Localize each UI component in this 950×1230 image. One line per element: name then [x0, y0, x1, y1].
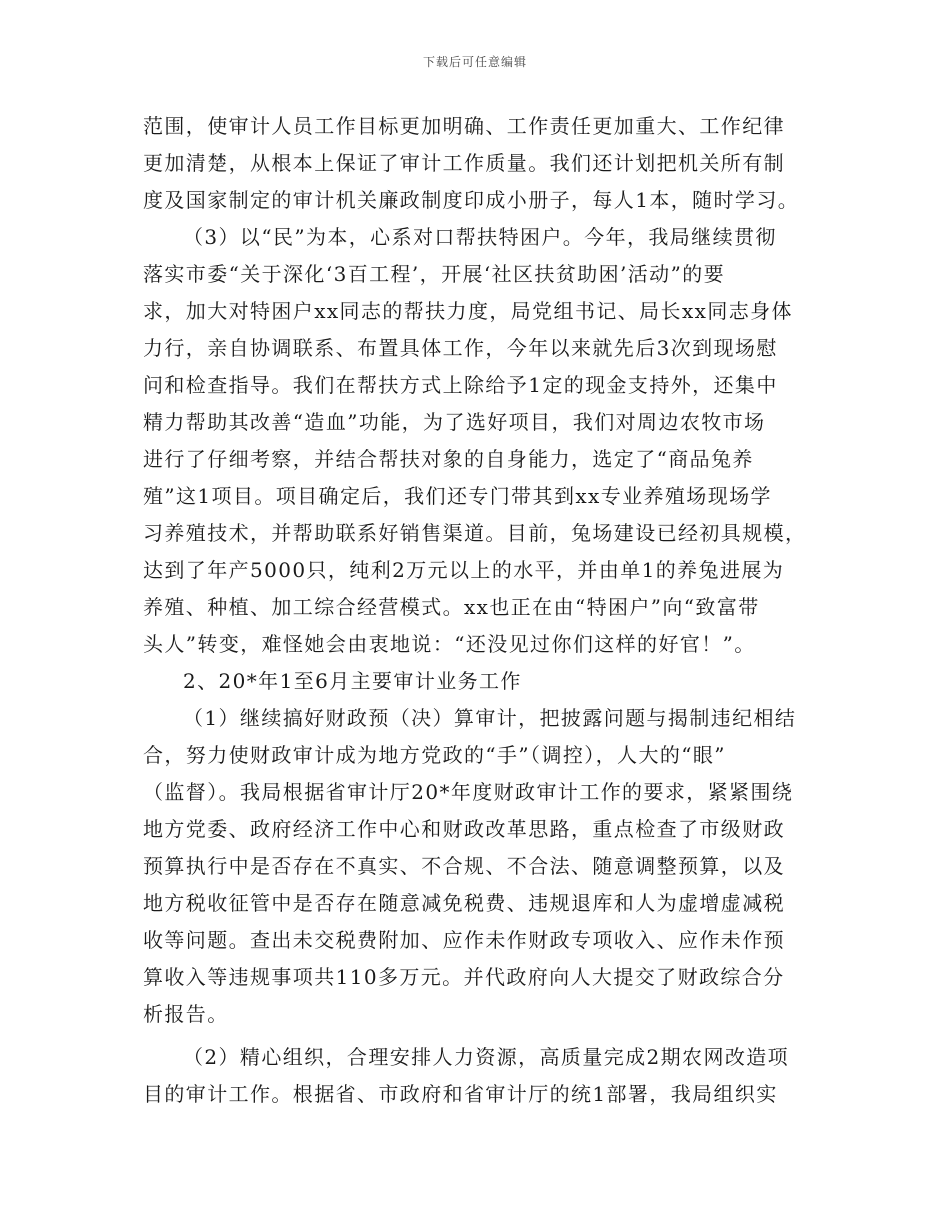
text-line: 落实市委“关于深化‘3百工程’，开展‘社区扶贫助困’活动”的要 [143, 262, 726, 286]
text-line: （2）精心组织，合理安排人力资源，高质量完成2期农网改造项 [183, 1045, 790, 1069]
text-line: 合，努力使财政审计成为地方党政的“手”（调控），人大的“眼” [143, 743, 726, 767]
text-line: 精力帮助其改善“造血”功能，为了选好项目，我们对周边农牧市场 [143, 410, 766, 434]
text-line: 收等问题。查出未交税费附加、应作未作财政专项收入、应作未作预 [143, 928, 785, 952]
text-line: 析报告。 [143, 1002, 229, 1026]
text-line: 进行了仔细考察，并结合帮扶对象的自身能力，选定了“商品兔养 [143, 447, 754, 471]
text-line: 求，加大对特困户xx同志的帮扶力度，局党组书记、局长xx同志身体 [143, 299, 793, 323]
text-line: 力行，亲自协调联系、布置具体工作，今年以来就先后3次到现场慰 [143, 336, 778, 360]
text-line: 达到了年产5000只，纯利2万元以上的水平，并由单1的养兔进展为 [143, 558, 785, 582]
text-line: 算收入等违规事项共110多万元。并代政府向人大提交了财政综合分 [143, 965, 785, 989]
text-line: 预算执行中是否存在不真实、不合规、不合法、随意调整预算，以及 [143, 854, 785, 878]
text-line: 养殖、种植、加工综合经营模式。xx也正在由“特困户”向“致富带 [143, 595, 760, 619]
text-line: （1）继续搞好财政预（决）算审计，把披露问题与揭制违纪相结 [183, 706, 797, 730]
text-line: 地方税收征管中是否存在随意减免税费、违规退库和人为虚增虚减税 [143, 891, 785, 915]
text-line: 度及国家制定的审计机关廉政制度印成小册子，每人1本，随时学习。 [143, 188, 800, 212]
text-line: 范围，使审计人员工作目标更加明确、工作责任更加重大、工作纪律 [143, 114, 785, 138]
text-line: 问和检查指导。我们在帮扶方式上除给予1定的现金支持外，还集中 [143, 373, 778, 397]
text-line: 头人”转变，难怪她会由衷地说：“还没见过你们这样的好官！”。 [143, 632, 756, 656]
text-line: 地方党委、政府经济工作中心和财政改革思路，重点检查了市级财政 [143, 817, 785, 841]
page-header: 下载后可任意编辑 [422, 55, 527, 69]
text-line: 殖”这1项目。项目确定后，我们还专门带其到xx专业养殖场现场学 [143, 484, 772, 508]
text-line: 目的审计工作。根据省、市政府和省审计厅的统1部署，我局组织实 [143, 1082, 778, 1106]
text-line: 习养殖技术，并帮助联系好销售渠道。目前，兔场建设已经初具规模， [143, 521, 807, 545]
text-line: 2、20*年1至6月主要审计业务工作 [183, 669, 522, 693]
text-line: （3）以“民”为本，心系对口帮扶特困户。今年，我局继续贯彻 [183, 225, 777, 249]
document-body [143, 108, 813, 1113]
text-line: （监督）。我局根据省审计厅20*年度财政审计工作的要求，紧紧围绕 [143, 780, 794, 804]
text-line: 更加清楚，从根本上保证了审计工作质量。我们还计划把机关所有制 [143, 151, 785, 175]
